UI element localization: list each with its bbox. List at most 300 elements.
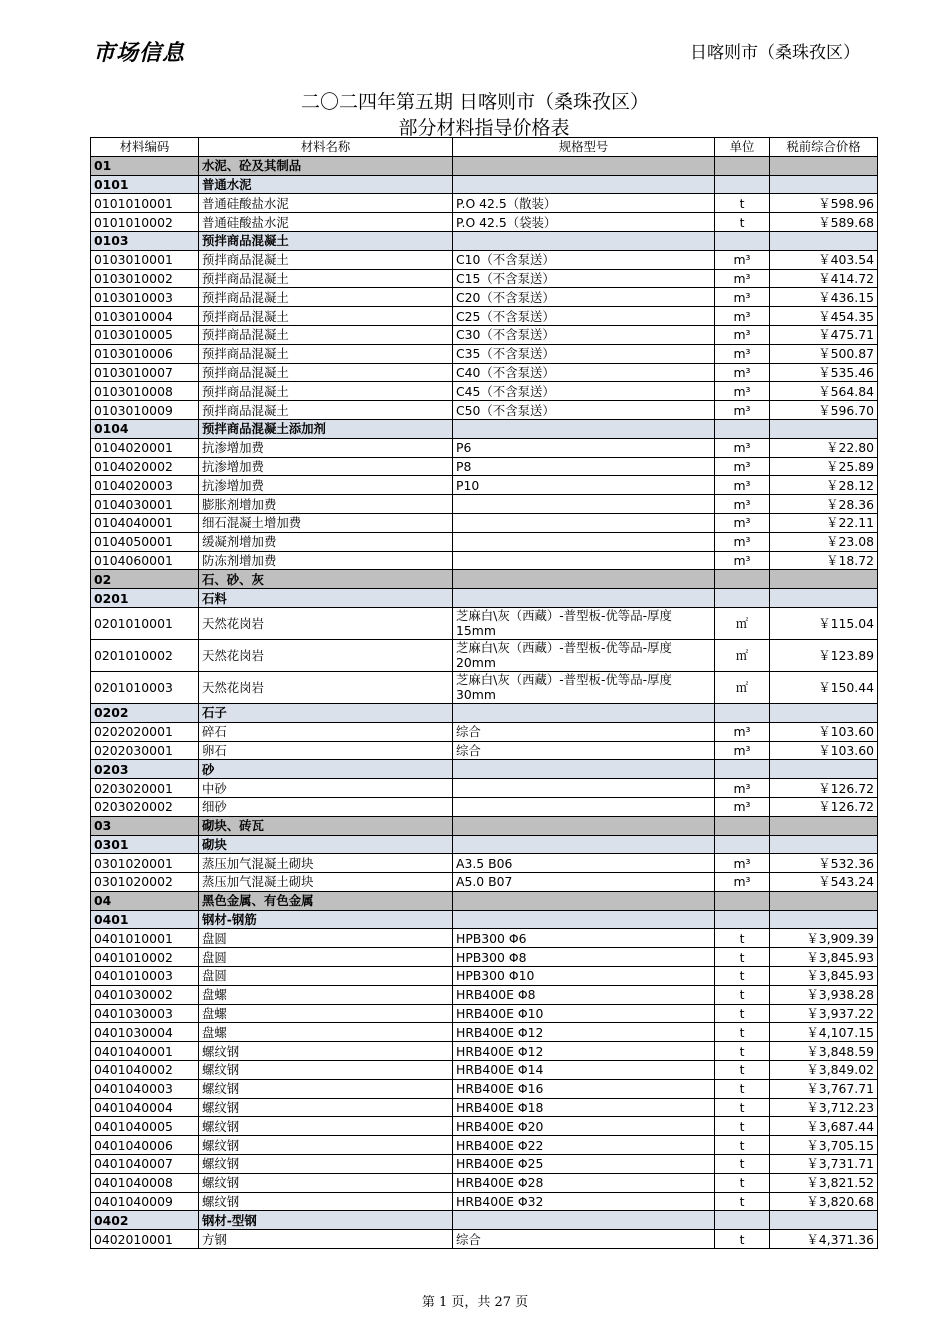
code-cell: 0402 <box>91 1211 199 1230</box>
table-row <box>91 307 878 326</box>
spec-cell <box>453 779 715 798</box>
table-row <box>91 1042 878 1061</box>
table-row <box>91 1117 878 1136</box>
name-cell: 砌块 <box>199 835 453 854</box>
spec-cell <box>453 156 715 175</box>
unit-cell <box>715 910 770 929</box>
price-cell: ￥414.72 <box>770 269 878 288</box>
price-cell: ￥3,848.59 <box>770 1042 878 1061</box>
spec-cell: HPB300 Φ10 <box>453 967 715 986</box>
price-cell: ￥598.96 <box>770 194 878 213</box>
spec-cell <box>453 835 715 854</box>
table-row <box>91 1004 878 1023</box>
spec-cell: HPB300 Φ6 <box>453 929 715 948</box>
name-cell: 螺纹钢 <box>199 1061 453 1080</box>
unit-cell: ㎡ <box>715 671 770 703</box>
spec-cell <box>453 797 715 816</box>
spec-cell: HRB400E Φ20 <box>453 1117 715 1136</box>
table-row <box>91 213 878 232</box>
table-row <box>91 269 878 288</box>
table-row <box>91 495 878 514</box>
spec-cell: P8 <box>453 457 715 476</box>
table-row <box>91 948 878 967</box>
unit-cell: t <box>715 929 770 948</box>
table-row <box>91 1155 878 1174</box>
table-row <box>91 1098 878 1117</box>
unit-cell: t <box>715 948 770 967</box>
table-row <box>91 1230 878 1249</box>
price-cell: ￥3,731.71 <box>770 1155 878 1174</box>
code-cell: 0401 <box>91 910 199 929</box>
document-subtitle: 部分材料指导价格表 <box>398 117 570 139</box>
unit-cell: m³ <box>715 401 770 420</box>
subcategory-row <box>91 760 878 779</box>
code-cell: 0104020002 <box>91 457 199 476</box>
name-cell: 预拌商品混凝土 <box>199 401 453 420</box>
unit-cell: m³ <box>715 495 770 514</box>
code-cell: 0101010001 <box>91 194 199 213</box>
code-cell: 0401040009 <box>91 1192 199 1211</box>
table-row <box>91 513 878 532</box>
code-cell: 0203 <box>91 760 199 779</box>
name-cell: 盘圆 <box>199 948 453 967</box>
name-cell: 预拌商品混凝土 <box>199 288 453 307</box>
code-cell: 0201 <box>91 589 199 608</box>
subcategory-row <box>91 1211 878 1230</box>
unit-cell: m³ <box>715 382 770 401</box>
spec-cell: P10 <box>453 476 715 495</box>
name-cell: 普通硅酸盐水泥 <box>199 213 453 232</box>
name-cell: 蒸压加气混凝土砌块 <box>199 854 453 873</box>
price-cell: ￥589.68 <box>770 213 878 232</box>
spec-cell: A3.5 B06 <box>453 854 715 873</box>
table-header-row <box>91 138 878 157</box>
unit-cell: t <box>715 1098 770 1117</box>
price-cell: ￥3,937.22 <box>770 1004 878 1023</box>
name-cell: 钢材-钢筋 <box>199 910 453 929</box>
code-cell: 0401040004 <box>91 1098 199 1117</box>
price-cell: ￥436.15 <box>770 288 878 307</box>
price-cell: ￥22.80 <box>770 438 878 457</box>
name-cell: 预拌商品混凝土添加剂 <box>199 419 453 438</box>
spec-cell: C35（不含泵送） <box>453 344 715 363</box>
spec-cell <box>453 570 715 589</box>
code-cell: 0401010002 <box>91 948 199 967</box>
price-cell: ￥454.35 <box>770 307 878 326</box>
table-row <box>91 1061 878 1080</box>
table-body <box>91 156 878 1248</box>
table-row <box>91 438 878 457</box>
price-cell <box>770 1211 878 1230</box>
unit-cell: ㎡ <box>715 639 770 671</box>
unit-cell: m³ <box>715 438 770 457</box>
unit-cell <box>715 891 770 910</box>
spec-cell: 芝麻白\灰（西藏）-普型板-优等品-厚度 30mm <box>453 671 715 703</box>
name-cell: 砂 <box>199 760 453 779</box>
column-header-spec: 规格型号 <box>453 138 715 157</box>
column-header-name: 材料名称 <box>199 138 453 157</box>
spec-cell: HRB400E Φ25 <box>453 1155 715 1174</box>
unit-cell: m³ <box>715 250 770 269</box>
unit-cell: m³ <box>715 457 770 476</box>
unit-cell: t <box>715 1155 770 1174</box>
code-cell: 0203020001 <box>91 779 199 798</box>
code-cell: 03 <box>91 816 199 835</box>
table-row <box>91 873 878 892</box>
spec-cell: C50（不含泵送） <box>453 401 715 420</box>
code-cell: 0202030001 <box>91 741 199 760</box>
spec-cell: P.O 42.5（袋装） <box>453 213 715 232</box>
name-cell: 缓凝剂增加费 <box>199 532 453 551</box>
section-header-market-info: 市场信息 <box>93 40 186 66</box>
category-row <box>91 156 878 175</box>
code-cell: 0401040006 <box>91 1136 199 1155</box>
name-cell: 螺纹钢 <box>199 1192 453 1211</box>
spec-cell <box>453 175 715 194</box>
column-header-code: 材料编码 <box>91 138 199 157</box>
price-cell: ￥126.72 <box>770 797 878 816</box>
code-cell: 0301020001 <box>91 854 199 873</box>
code-cell: 0101 <box>91 175 199 194</box>
price-cell: ￥564.84 <box>770 382 878 401</box>
table-row <box>91 967 878 986</box>
code-cell: 0104050001 <box>91 532 199 551</box>
table-row <box>91 639 878 671</box>
spec-cell: HRB400E Φ8 <box>453 985 715 1004</box>
table-row <box>91 532 878 551</box>
spec-cell: C20（不含泵送） <box>453 288 715 307</box>
code-cell: 04 <box>91 891 199 910</box>
spec-cell: HRB400E Φ12 <box>453 1023 715 1042</box>
name-cell: 预拌商品混凝土 <box>199 363 453 382</box>
price-cell <box>770 570 878 589</box>
unit-cell: t <box>715 1079 770 1098</box>
table-row <box>91 1192 878 1211</box>
code-cell: 0103010008 <box>91 382 199 401</box>
unit-cell <box>715 760 770 779</box>
name-cell: 石料 <box>199 589 453 608</box>
code-cell: 0201010003 <box>91 671 199 703</box>
code-cell: 0103010005 <box>91 325 199 344</box>
table-row <box>91 457 878 476</box>
table-row <box>91 722 878 741</box>
unit-cell: t <box>715 1117 770 1136</box>
column-header-price: 税前综合价格 <box>770 138 878 157</box>
table-row <box>91 325 878 344</box>
table-row <box>91 1173 878 1192</box>
subcategory-row <box>91 910 878 929</box>
unit-cell: m³ <box>715 513 770 532</box>
code-cell: 0103010006 <box>91 344 199 363</box>
unit-cell: t <box>715 1136 770 1155</box>
name-cell: 预拌商品混凝土 <box>199 382 453 401</box>
category-row <box>91 570 878 589</box>
name-cell: 盘螺 <box>199 1004 453 1023</box>
unit-cell: m³ <box>715 363 770 382</box>
price-cell: ￥3,705.15 <box>770 1136 878 1155</box>
name-cell: 预拌商品混凝土 <box>199 231 453 250</box>
name-cell: 中砂 <box>199 779 453 798</box>
unit-cell <box>715 703 770 722</box>
spec-cell: HRB400E Φ28 <box>453 1173 715 1192</box>
code-cell: 0401010001 <box>91 929 199 948</box>
price-cell: ￥3,821.52 <box>770 1173 878 1192</box>
category-row <box>91 891 878 910</box>
price-cell <box>770 891 878 910</box>
code-cell: 0401040008 <box>91 1173 199 1192</box>
table-row <box>91 382 878 401</box>
unit-cell: m³ <box>715 797 770 816</box>
unit-cell: m³ <box>715 722 770 741</box>
name-cell: 碎石 <box>199 722 453 741</box>
price-cell: ￥532.36 <box>770 854 878 873</box>
unit-cell <box>715 419 770 438</box>
name-cell: 卵石 <box>199 741 453 760</box>
spec-cell: 芝麻白\灰（西藏）-普型板-优等品-厚度 20mm <box>453 639 715 671</box>
table-row <box>91 929 878 948</box>
price-cell <box>770 589 878 608</box>
spec-cell: P6 <box>453 438 715 457</box>
spec-cell <box>453 816 715 835</box>
unit-cell: t <box>715 985 770 1004</box>
code-cell: 0401040003 <box>91 1079 199 1098</box>
price-cell: ￥543.24 <box>770 873 878 892</box>
unit-cell <box>715 175 770 194</box>
spec-cell <box>453 891 715 910</box>
spec-cell: C10（不含泵送） <box>453 250 715 269</box>
name-cell: 抗渗增加费 <box>199 457 453 476</box>
name-cell: 预拌商品混凝土 <box>199 269 453 288</box>
unit-cell: m³ <box>715 288 770 307</box>
subcategory-row <box>91 231 878 250</box>
name-cell: 防冻剂增加费 <box>199 551 453 570</box>
name-cell: 盘圆 <box>199 929 453 948</box>
code-cell: 0401040007 <box>91 1155 199 1174</box>
code-cell: 0104 <box>91 419 199 438</box>
name-cell: 螺纹钢 <box>199 1117 453 1136</box>
code-cell: 0104020001 <box>91 438 199 457</box>
code-cell: 0201010001 <box>91 607 199 639</box>
unit-cell: m³ <box>715 307 770 326</box>
price-cell: ￥25.89 <box>770 457 878 476</box>
name-cell: 砌块、砖瓦 <box>199 816 453 835</box>
name-cell: 预拌商品混凝土 <box>199 250 453 269</box>
spec-cell: HRB400E Φ16 <box>453 1079 715 1098</box>
code-cell: 0201010002 <box>91 639 199 671</box>
spec-cell: C25（不含泵送） <box>453 307 715 326</box>
price-cell: ￥3,845.93 <box>770 967 878 986</box>
price-cell: ￥500.87 <box>770 344 878 363</box>
code-cell: 0101010002 <box>91 213 199 232</box>
price-cell: ￥123.89 <box>770 639 878 671</box>
spec-cell <box>453 910 715 929</box>
code-cell: 0401040002 <box>91 1061 199 1080</box>
spec-cell: HPB300 Φ8 <box>453 948 715 967</box>
table-row <box>91 250 878 269</box>
name-cell: 黑色金属、有色金属 <box>199 891 453 910</box>
name-cell: 螺纹钢 <box>199 1079 453 1098</box>
column-header-unit: 单位 <box>715 138 770 157</box>
code-cell: 0202020001 <box>91 722 199 741</box>
price-cell: ￥3,849.02 <box>770 1061 878 1080</box>
subcategory-row <box>91 703 878 722</box>
table-row <box>91 401 878 420</box>
price-cell: ￥18.72 <box>770 551 878 570</box>
unit-cell: t <box>715 1230 770 1249</box>
price-cell: ￥4,371.36 <box>770 1230 878 1249</box>
name-cell: 细砂 <box>199 797 453 816</box>
table-row <box>91 797 878 816</box>
code-cell: 0103010004 <box>91 307 199 326</box>
name-cell: 抗渗增加费 <box>199 476 453 495</box>
unit-cell: t <box>715 1173 770 1192</box>
spec-cell <box>453 1211 715 1230</box>
price-cell <box>770 816 878 835</box>
unit-cell: m³ <box>715 344 770 363</box>
spec-cell <box>453 551 715 570</box>
document-title: 二〇二四年第五期 日喀则市（桑珠孜区） <box>300 91 650 113</box>
table-row <box>91 1079 878 1098</box>
price-cell: ￥3,687.44 <box>770 1117 878 1136</box>
name-cell: 水泥、砼及其制品 <box>199 156 453 175</box>
price-cell <box>770 835 878 854</box>
spec-cell <box>453 760 715 779</box>
code-cell: 0104040001 <box>91 513 199 532</box>
table-row <box>91 854 878 873</box>
spec-cell: C30（不含泵送） <box>453 325 715 344</box>
spec-cell: A5.0 B07 <box>453 873 715 892</box>
table-row <box>91 363 878 382</box>
price-cell <box>770 231 878 250</box>
code-cell: 0401030002 <box>91 985 199 1004</box>
unit-cell: m³ <box>715 551 770 570</box>
code-cell: 0402010001 <box>91 1230 199 1249</box>
name-cell: 方钢 <box>199 1230 453 1249</box>
name-cell: 预拌商品混凝土 <box>199 307 453 326</box>
table-row <box>91 1136 878 1155</box>
price-cell: ￥28.36 <box>770 495 878 514</box>
spec-cell: 芝麻白\灰（西藏）-普型板-优等品-厚度15mm <box>453 607 715 639</box>
unit-cell: m³ <box>715 854 770 873</box>
unit-cell: m³ <box>715 325 770 344</box>
subcategory-row <box>91 175 878 194</box>
price-cell <box>770 760 878 779</box>
unit-cell <box>715 1211 770 1230</box>
spec-cell: 综合 <box>453 722 715 741</box>
name-cell: 螺纹钢 <box>199 1155 453 1174</box>
code-cell: 01 <box>91 156 199 175</box>
price-cell: ￥3,712.23 <box>770 1098 878 1117</box>
spec-cell: HRB400E Φ32 <box>453 1192 715 1211</box>
name-cell: 普通水泥 <box>199 175 453 194</box>
spec-cell <box>453 495 715 514</box>
subcategory-row <box>91 835 878 854</box>
table-row <box>91 741 878 760</box>
price-cell: ￥535.46 <box>770 363 878 382</box>
price-cell: ￥596.70 <box>770 401 878 420</box>
price-cell <box>770 156 878 175</box>
code-cell: 0103010003 <box>91 288 199 307</box>
unit-cell: t <box>715 194 770 213</box>
spec-cell: C40（不含泵送） <box>453 363 715 382</box>
code-cell: 0104020003 <box>91 476 199 495</box>
subcategory-row <box>91 419 878 438</box>
spec-cell: HRB400E Φ22 <box>453 1136 715 1155</box>
page-number: 第 1 页，共 27 页 <box>421 1295 529 1310</box>
price-cell <box>770 910 878 929</box>
table-row <box>91 1023 878 1042</box>
code-cell: 0401010003 <box>91 967 199 986</box>
code-cell: 0401030003 <box>91 1004 199 1023</box>
unit-cell: t <box>715 1023 770 1042</box>
code-cell: 0203020002 <box>91 797 199 816</box>
name-cell: 钢材-型钢 <box>199 1211 453 1230</box>
name-cell: 天然花岗岩 <box>199 607 453 639</box>
code-cell: 0104060001 <box>91 551 199 570</box>
table-row <box>91 671 878 703</box>
unit-cell: t <box>715 1004 770 1023</box>
spec-cell <box>453 589 715 608</box>
name-cell: 螺纹钢 <box>199 1098 453 1117</box>
name-cell: 盘圆 <box>199 967 453 986</box>
price-table <box>90 137 878 1249</box>
price-cell <box>770 703 878 722</box>
table-row <box>91 288 878 307</box>
price-cell: ￥103.60 <box>770 741 878 760</box>
price-cell: ￥4,107.15 <box>770 1023 878 1042</box>
code-cell: 0103010001 <box>91 250 199 269</box>
price-cell: ￥115.04 <box>770 607 878 639</box>
code-cell: 0103 <box>91 231 199 250</box>
price-cell: ￥475.71 <box>770 325 878 344</box>
price-cell: ￥3,845.93 <box>770 948 878 967</box>
name-cell: 石、砂、灰 <box>199 570 453 589</box>
spec-cell <box>453 532 715 551</box>
table-row <box>91 985 878 1004</box>
price-cell <box>770 175 878 194</box>
unit-cell <box>715 816 770 835</box>
spec-cell <box>453 419 715 438</box>
code-cell: 0401040001 <box>91 1042 199 1061</box>
table-row <box>91 779 878 798</box>
unit-cell: m³ <box>715 532 770 551</box>
table-row <box>91 607 878 639</box>
name-cell: 天然花岗岩 <box>199 671 453 703</box>
category-row <box>91 816 878 835</box>
spec-cell: HRB400E Φ10 <box>453 1004 715 1023</box>
code-cell: 02 <box>91 570 199 589</box>
spec-cell: P.O 42.5（散装） <box>453 194 715 213</box>
spec-cell: HRB400E Φ18 <box>453 1098 715 1117</box>
spec-cell <box>453 231 715 250</box>
unit-cell: m³ <box>715 476 770 495</box>
name-cell: 普通硅酸盐水泥 <box>199 194 453 213</box>
code-cell: 0301020002 <box>91 873 199 892</box>
unit-cell: ㎡ <box>715 607 770 639</box>
name-cell: 细石混凝土增加费 <box>199 513 453 532</box>
unit-cell: t <box>715 1042 770 1061</box>
name-cell: 天然花岗岩 <box>199 639 453 671</box>
unit-cell: m³ <box>715 741 770 760</box>
name-cell: 抗渗增加费 <box>199 438 453 457</box>
spec-cell: HRB400E Φ12 <box>453 1042 715 1061</box>
unit-cell <box>715 835 770 854</box>
unit-cell: m³ <box>715 873 770 892</box>
table-row <box>91 476 878 495</box>
subcategory-row <box>91 589 878 608</box>
code-cell: 0202 <box>91 703 199 722</box>
unit-cell <box>715 589 770 608</box>
